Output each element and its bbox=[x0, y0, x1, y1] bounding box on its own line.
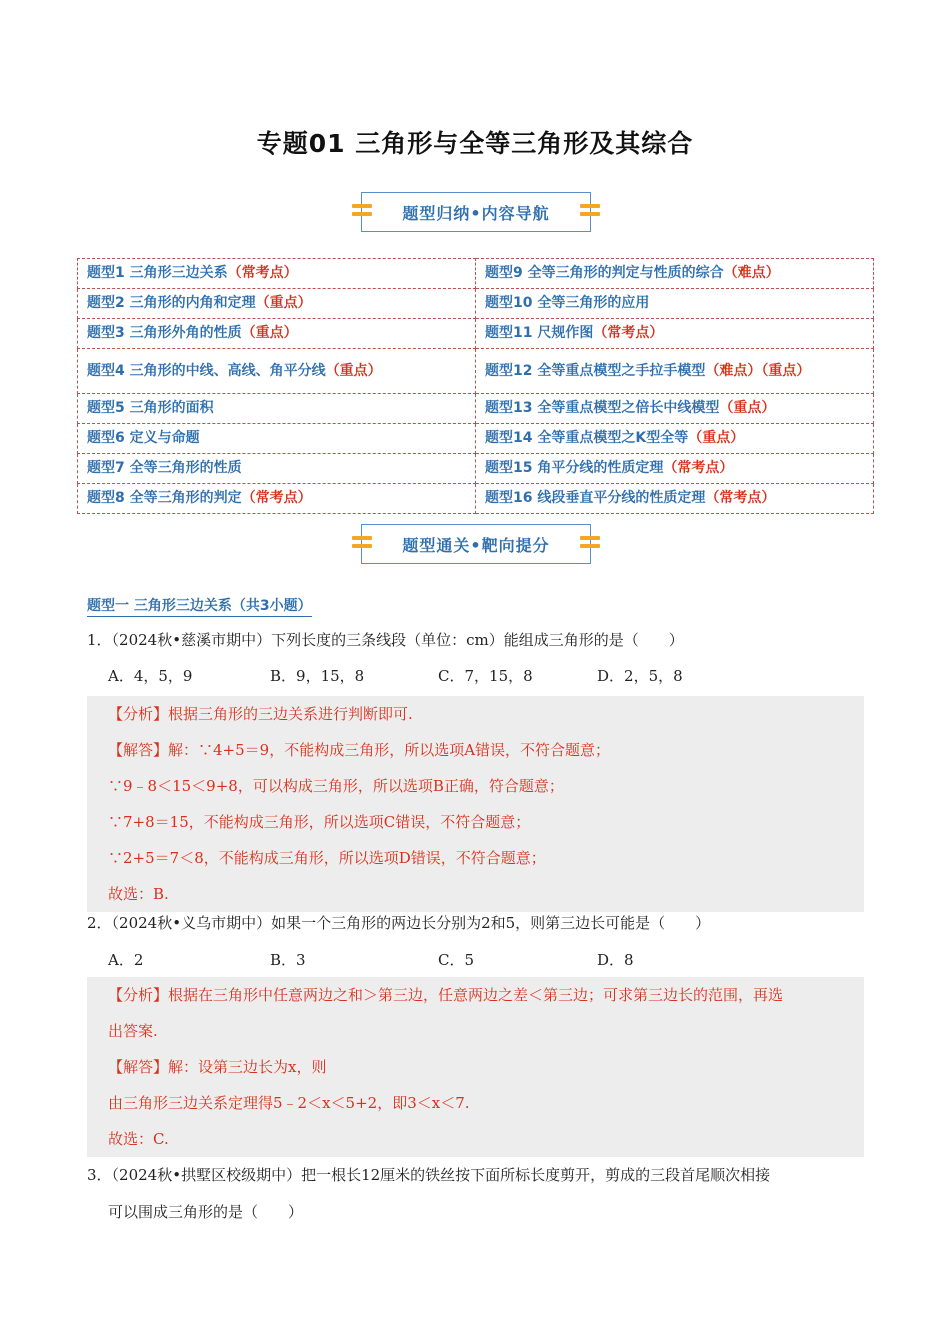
topic-nav-table bbox=[77, 258, 874, 514]
nav-row bbox=[78, 259, 874, 289]
nav-cell-right[interactable] bbox=[476, 259, 874, 289]
page-title: 专题01 三角形与全等三角形及其综合 bbox=[256, 129, 694, 158]
nav-row bbox=[78, 349, 874, 394]
option-c: C．7，15，8 bbox=[438, 667, 533, 685]
nav-topic-text: 题型4 三角形的中线、高线、角平分线 bbox=[87, 362, 326, 379]
nav-topic-tag: （难点） bbox=[723, 265, 780, 281]
analysis-line: ∵7+8＝15，不能构成三角形，所以选项C错误，不符合题意； bbox=[108, 813, 531, 831]
nav-cell-right[interactable] bbox=[476, 319, 874, 349]
banner-label: 题型归纳•内容导航 bbox=[402, 203, 550, 223]
nav-topic-text: 题型8 全等三角形的判定 bbox=[87, 490, 242, 506]
option-b: B．9，15，8 bbox=[270, 667, 365, 685]
double-bar-icon bbox=[580, 204, 600, 220]
analysis-line: 由三角形三边关系定理得5﹣2＜x＜5+2，即3＜x＜7. bbox=[108, 1094, 470, 1112]
nav-cell-left[interactable] bbox=[78, 424, 476, 454]
nav-cell-left[interactable] bbox=[78, 319, 476, 349]
double-bar-icon bbox=[352, 536, 372, 552]
double-bar-icon bbox=[352, 204, 372, 220]
nav-topic-text: 题型5 三角形的面积 bbox=[87, 400, 214, 416]
nav-topic-text: 题型1 三角形三边关系 bbox=[87, 265, 228, 281]
nav-cell-right[interactable] bbox=[476, 394, 874, 424]
nav-row bbox=[78, 394, 874, 424]
nav-cell-right[interactable] bbox=[476, 454, 874, 484]
nav-topic-tag: （常考点） bbox=[663, 460, 734, 476]
nav-topic-tag: （常考点） bbox=[593, 325, 664, 341]
nav-row bbox=[78, 289, 874, 319]
question-3-stem-line2: 可以围成三角形的是（ ） bbox=[108, 1203, 304, 1221]
nav-cell-left[interactable] bbox=[78, 349, 476, 394]
nav-cell-left[interactable] bbox=[78, 259, 476, 289]
nav-cell-left[interactable] bbox=[78, 454, 476, 484]
nav-topic-text: 题型13 全等重点模型之倍长中线模型 bbox=[485, 400, 720, 416]
analysis-line: 【分析】根据在三角形中任意两边之和＞第三边，任意两边之差＜第三边；可求第三边长的范围，再选 bbox=[108, 986, 784, 1004]
option-d: D．8 bbox=[597, 951, 634, 969]
nav-topic-text: 题型9 全等三角形的判定与性质的综合 bbox=[485, 265, 724, 281]
nav-topic-text: 题型14 全等重点模型之K型全等 bbox=[485, 430, 689, 446]
nav-topic-tag: （重点） bbox=[325, 362, 382, 379]
nav-cell-right[interactable] bbox=[476, 349, 874, 394]
analysis-line: 出答案. bbox=[108, 1022, 158, 1040]
option-a: A．4，5，9 bbox=[108, 667, 193, 685]
analysis-line: 【解答】解：设第三边长为x，则 bbox=[108, 1058, 327, 1076]
nav-topic-text: 题型12 全等重点模型之手拉手模型 bbox=[485, 362, 706, 379]
banner-label: 题型通关•靶向提分 bbox=[402, 535, 550, 555]
question-2-analysis bbox=[87, 977, 864, 1157]
question-3-stem-line1: 3．（2024秋•拱墅区校级期中）把一根长12厘米的铁丝按下面所标长度剪开，剪成的三段首尾顺次相接 bbox=[87, 1166, 771, 1184]
nav-topic-text: 题型6 定义与命题 bbox=[87, 430, 200, 446]
option-b: B．3 bbox=[270, 951, 306, 969]
option-a: A．2 bbox=[108, 951, 144, 969]
nav-topic-tag: （常考点） bbox=[705, 490, 776, 506]
analysis-line: ∵9﹣8＜15＜9+8，可以构成三角形，所以选项B正确，符合题意； bbox=[108, 777, 564, 795]
nav-cell-right[interactable] bbox=[476, 424, 874, 454]
question-1-stem: 1．（2024秋•慈溪市期中）下列长度的三条线段（单位：cm）能组成三角形的是（ ） bbox=[87, 631, 684, 649]
nav-cell-left[interactable] bbox=[78, 289, 476, 319]
nav-row bbox=[78, 484, 874, 514]
nav-topic-text: 题型16 线段垂直平分线的性质定理 bbox=[485, 490, 706, 506]
nav-topic-tag: （常考点） bbox=[241, 490, 312, 506]
nav-row bbox=[78, 454, 874, 484]
nav-topic-text: 题型10 全等三角形的应用 bbox=[485, 295, 650, 311]
analysis-line: 故选：C. bbox=[108, 1130, 169, 1148]
nav-topic-tag: （难点）（重点） bbox=[705, 362, 811, 379]
banner-content-nav bbox=[361, 192, 591, 232]
nav-cell-left[interactable] bbox=[78, 484, 476, 514]
nav-topic-tag: （重点） bbox=[688, 430, 745, 446]
nav-topic-text: 题型7 全等三角形的性质 bbox=[87, 460, 242, 476]
nav-topic-text: 题型2 三角形的内角和定理 bbox=[87, 295, 256, 311]
nav-cell-right[interactable] bbox=[476, 289, 874, 319]
option-d: D．2，5，8 bbox=[597, 667, 683, 685]
nav-topic-text: 题型3 三角形外角的性质 bbox=[87, 325, 242, 341]
analysis-line: 故选：B. bbox=[108, 885, 169, 903]
option-c: C．5 bbox=[438, 951, 475, 969]
nav-topic-tag: （重点） bbox=[719, 400, 776, 416]
nav-topic-text: 题型15 角平分线的性质定理 bbox=[485, 460, 664, 476]
question-2-stem: 2．（2024秋•义乌市期中）如果一个三角形的两边长分别为2和5，则第三边长可能是（ ） bbox=[87, 914, 711, 932]
nav-cell-right[interactable] bbox=[476, 484, 874, 514]
banner-practice bbox=[361, 524, 591, 564]
nav-cell-left[interactable] bbox=[78, 394, 476, 424]
nav-topic-tag: （重点） bbox=[241, 325, 298, 341]
section-heading: 题型一 三角形三边关系（共3小题） bbox=[87, 595, 312, 617]
nav-topic-tag: （重点） bbox=[255, 295, 312, 311]
analysis-line: 【解答】解：∵4+5＝9，不能构成三角形，所以选项A错误，不符合题意； bbox=[108, 741, 611, 759]
nav-topic-tag: （常考点） bbox=[227, 265, 298, 281]
nav-topic-text: 题型11 尺规作图 bbox=[485, 325, 594, 341]
analysis-line: ∵2+5＝7＜8，不能构成三角形，所以选项D错误，不符合题意； bbox=[108, 849, 546, 867]
double-bar-icon bbox=[580, 536, 600, 552]
nav-row bbox=[78, 424, 874, 454]
question-1-analysis bbox=[87, 696, 864, 912]
analysis-line: 【分析】根据三角形的三边关系进行判断即可. bbox=[108, 705, 413, 723]
nav-row bbox=[78, 319, 874, 349]
